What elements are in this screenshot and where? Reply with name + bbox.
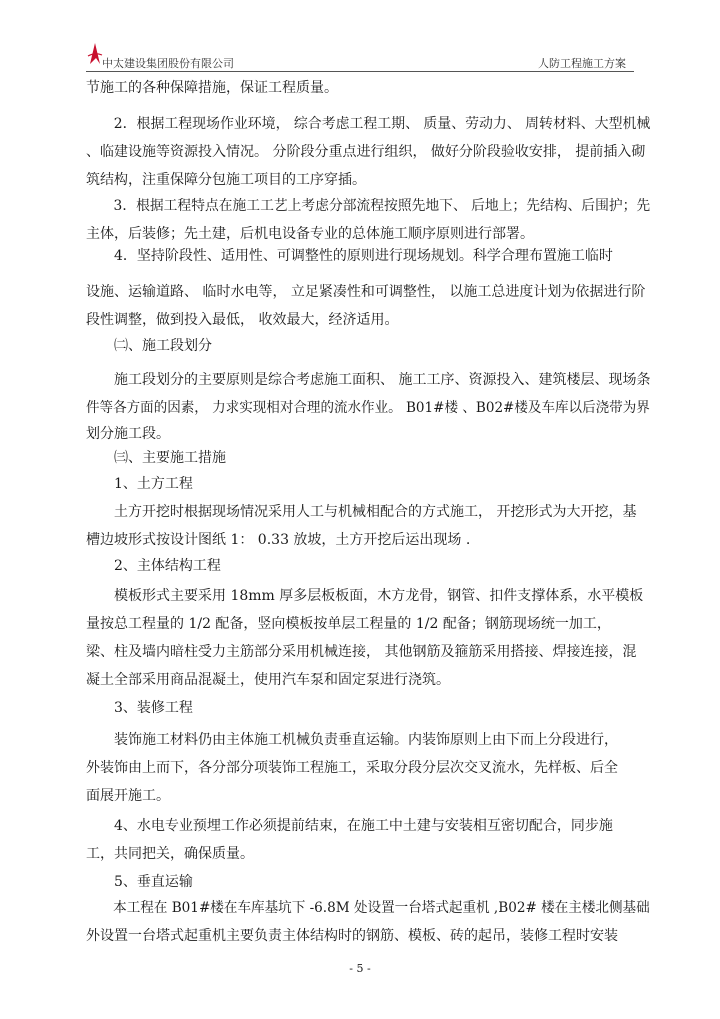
- text-line: 3、装修工程: [86, 700, 193, 716]
- text-line: 4．坚持阶段性、适用性、可调整性的原则进行现场规划。科学合理布置施工临时: [86, 248, 613, 264]
- text-line: 1、土方工程: [86, 476, 193, 492]
- text-line: 槽边坡形式按设计图纸 1： 0.33 放坡，土方开挖后运出现场 .: [86, 532, 471, 548]
- text-line: 2、主体结构工程: [86, 558, 221, 574]
- text-line: 模板形式主要采用 18mm 厚多层板板面，木方龙骨，钢管、扣件支撑体系，水平模板: [86, 588, 644, 604]
- text-line: 土方开挖时根据现场情况采用人工与机械相配合的方式施工， 开挖形式为大开挖，基: [86, 504, 637, 520]
- page-header: [86, 40, 634, 72]
- text-line: 梁、柱及墙内暗柱受力主筋部分采用机械连接， 其他钢筋及箍筋采用搭接、焊接连接，混: [86, 644, 637, 660]
- text-line: 外装饰由上而下，各分部分项装饰工程施工，采取分段分层次交叉流水，先样板、后全: [86, 760, 618, 776]
- text-line: ㈡、施工段划分: [86, 338, 212, 354]
- text-line: 面展开施工。: [86, 788, 170, 804]
- text-line: 凝土全部采用商品混凝土，使用汽车泵和固定泵进行浇筑。: [86, 672, 450, 688]
- text-line: 量按总工程量的 1/2 配备，竖向模板按单层工程量的 1/2 配备；钢筋现场统一加工，: [86, 616, 611, 632]
- text-line: 划分施工段。: [86, 426, 170, 442]
- text-line: 装饰施工材料仍由主体施工机械负责垂直运输。内装饰原则上由下而上分段进行，: [86, 732, 618, 748]
- text-line: ㈢、主要施工措施: [86, 450, 226, 466]
- page-number: - 5 -: [349, 962, 371, 975]
- text-line: 节施工的各种保障措施，保证工程质量。: [86, 80, 338, 96]
- text-line: 设施、运输道路、 临时水电等， 立足紧凑性和可调整性， 以施工总进度计划为依据进行阶: [86, 284, 646, 300]
- text-line: 外设置一台塔式起重机主要负责主体结构时的钢筋、模板、砖的起吊，装修工程时安装: [86, 928, 618, 944]
- text-line: 4、水电专业预埋工作必须提前结束，在施工中土建与安装相互密切配合，同步施: [86, 818, 613, 834]
- company-name: 中太建设集团股份有限公司: [102, 57, 234, 70]
- text-line: 施工段划分的主要原则是综合考虑施工面积、 施工工序、资源投入、建筑楼层、现场条: [86, 372, 651, 388]
- document-title: 人防工程施工方案: [538, 57, 626, 70]
- text-line: 主体，后装修；先土建，后机电设备专业的总体施工顺序原则进行部署。: [86, 226, 534, 242]
- text-line: 段性调整，做到投入最低， 收效最大，经济适用。: [86, 312, 399, 328]
- text-line: 件等各方面的因素， 力求实现相对合理的流水作业。 B01#楼 、B02#楼及车库以后浇带为界: [86, 400, 650, 416]
- text-line: 3．根据工程特点在施工工艺上考虑分部流程按照先地下、 后地上；先结构、后围护；先: [86, 198, 651, 214]
- text-line: 工，共同把关，确保质量。: [86, 846, 254, 862]
- text-line: 2．根据工程现场作业环境， 综合考虑工程工期、 质量、劳动力、 周转材料、大型机械: [86, 116, 651, 132]
- text-line: 5、垂直运输: [86, 874, 193, 890]
- header-rule: [86, 71, 634, 72]
- text-line: 筑结构，注重保障分包施工项目的工序穿插。: [86, 172, 366, 188]
- text-line: 、临建设施等资源投入情况。 分阶段分重点进行组织， 做好分阶段验收安排， 提前插入砌: [86, 144, 646, 160]
- text-line: 本工程在 B01#楼在车库基坑下 -6.8M 处设置一台塔式起重机 ,B02# 楼在主楼北侧基础: [86, 900, 650, 916]
